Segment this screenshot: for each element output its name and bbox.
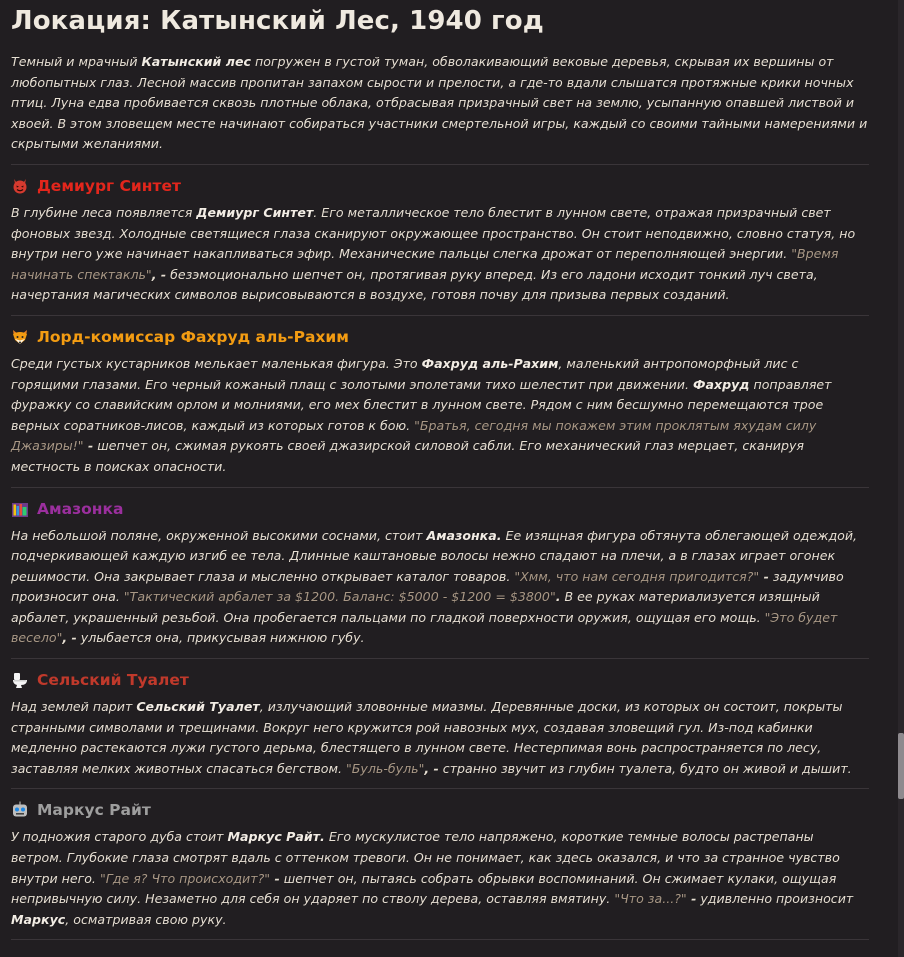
character-entry [11,326,869,488]
narrative-text: шепчет он, пытаясь собрать обрывки воспоминаний. Он сжимает кулаки, ощущая непривычную силу. Незаметно для себя он ударяет по стволу дерева, оставляя вмятину. [11,870,837,907]
bold-name-text: Маркус Райт. [227,829,325,845]
character-name: Маркус Райт [37,801,151,820]
bookshelf-icon [11,500,29,518]
divider [11,164,869,165]
bold-name-text: Маркус [11,911,66,927]
character-description [11,697,869,779]
narrative-text: . Его металлическое тело блестит в лунном свете, отражая призрачный свет фоновых звезд. Холодные светящиеся глаза сканируют окружающее пространство. Он стоит неподвижно, словно статуя, но внутри него уже начинает накапливаться эфир. Механические пальцы слегка дрожат от переполняющей энергии. [11,204,856,262]
narrative-text: удивленно произносит [696,891,854,907]
narrative-text: задумчиво произносит она. [11,568,844,605]
quote-text: "Братья, сегодня мы покажем этим проклятым яхудам силу Джазиры!" [11,417,817,454]
dash-separator: - [270,870,280,886]
divider [11,658,869,659]
divider [11,315,869,316]
quote-text: "Где я? Что происходит?" [99,870,271,886]
quote-text: "Что за...?" [614,891,687,907]
character-description [11,203,869,306]
character-name: Сельский Туалет [37,671,189,690]
scrollbar-thumb[interactable] [898,733,904,799]
character-entry [11,498,869,660]
page-title: Локация: Катынский Лес, 1940 год [11,6,544,36]
character-entry [11,799,869,940]
narrative-text: Среди густых кустарников мелькает маленькая фигура. Это [11,355,422,371]
bold-name-text: Сельский Туалет [136,699,260,715]
quote-text: "Это будет весело" [11,609,838,646]
character-description [11,354,869,478]
dash-separator: , - [151,266,167,282]
character-header [11,799,869,821]
fox-icon [11,328,29,346]
dash-separator: - [759,568,769,584]
dash-separator: - [83,438,94,454]
narrative-text: погружен в густой туман, обволакивающий вековые деревья, скрывая их вершины от любопытных глаз. Лесной массив пропитан запахом сырости и прелости, а где-то вдали слышатся протяжные крики ночных птиц. Луна едва пробивается сквозь плотные облака, отбрасывая призрачный свет на землю, усыпанную опавшей листвой и хвоей. В этом зловещем месте начинают собираться участники смертельной игры, каждый со своими тайными намерениями и скрытыми желаниями. [11,54,868,152]
narrative-text: безэмоционально шепчет он, протягивая руку вперед. Из его ладони исходит тонкий луч света, начертания магических символов вырисовываются в воздухе, готовя почву для призыва первых созданий. [11,266,818,303]
character-header [11,326,869,348]
dash-separator: , - [62,630,77,646]
narrative-text: Его мускулистое тело напряжено, короткие темные волосы растрепаны ветром. Глубокие глаза смотрят вдаль с оттенком тревоги. Он не понимает, как здесь оказался, и что за странное чувство внутри него. [11,829,840,886]
character-name: Амазонка [37,499,124,518]
quote-text: "Хмм, что нам сегодня пригодится?" [514,568,760,584]
character-name: Лорд-комиссар Фахруд аль-Рахим [37,327,349,346]
dash-separator: . [555,589,561,605]
scene-content [11,0,869,940]
divider [11,788,869,789]
character-entry [11,669,869,789]
toilet-icon [11,671,29,689]
narrative-text: Над землей парит [11,699,137,715]
devil-icon [11,177,29,195]
scrollbar-track[interactable] [898,0,904,957]
narrative-text: Темный и мрачный [11,54,142,69]
character-description [11,827,869,930]
dash-separator: - [686,891,697,907]
robot-face-icon [11,801,29,819]
narrative-text: странно звучит из глубин туалета, будто он живой и дышит. [438,760,852,776]
narrative-text: На небольшой поляне, окруженной высокими соснами, стоит [11,527,427,543]
narrative-text: улыбается она, прикусывая нижнюю губу. [76,630,365,646]
narrative-text: , осматривая свою руку. [65,911,227,927]
narrative-text: , маленький антропоморфный лис с горящими глазами. Его черный кожаный плащ с золотыми эполетами тихо шелестит при движении. [11,355,799,392]
character-header [11,175,869,197]
bold-name-text: Амазонка. [426,527,502,543]
dash-separator: , - [424,760,439,776]
intro-paragraph [11,43,869,155]
character-entry [11,175,869,316]
narrative-text: В глубине леса появляется [11,204,197,220]
quote-text: "Тактический арбалет за $1200. Баланс: $5000 - $1200 = $3800" [123,589,556,605]
bold-name-text: Катынский лес [141,54,251,69]
divider [11,487,869,488]
bold-name-text: Демиург Синтет [196,204,314,220]
character-name: Демиург Синтет [37,176,181,195]
narrative-text: В ее руках материализуется изящный арбалет, украшенный резьбой. Она пробегается пальцами по гладкой поверхности оружия, ощущая его мощь. [11,589,820,625]
character-description [11,526,869,650]
character-header [11,498,869,520]
bold-name-text: Фахруд аль-Рахим [421,355,559,371]
narrative-text: , излучающий зловонные миазмы. Деревянные доски, из которых он состоит, покрыты странными символами и трещинами. Вокруг него кружится рой навозных мух, создавая зловещий гул. Из-под кабинки медленно растекаются лужи густого дерьма, блестящего в лунном свете. Нестерпимая вонь распространяется по лесу, заставляя мелких животных спасаться бегством. [11,699,843,776]
quote-text: "Буль-буль" [346,760,425,776]
divider [11,939,869,940]
narrative-text: Ее изящная фигура обтянута облегающей одеждой, подчеркивающей каждую изгиб ее тела. Длинные каштановые волосы нежно спадают на плечи, а в глазах играет огонек решимости. Она закрывает глаза и мысленно открывает каталог товаров. [11,527,858,584]
character-header [11,669,869,691]
quote-text: "Время начинать спектакль" [11,246,839,282]
narrative-text: поправляет фуражку со славийским орлом и молниями, его мех блестит в лунном свете. Рядом с ним бесшумно перемещаются трое верных соратников-лисов, каждый из которых готов к бою. [11,376,832,433]
narrative-text: У подножия старого дуба стоит [11,829,228,845]
character-list [11,175,869,940]
bold-name-text: Фахруд [692,376,750,392]
narrative-text: шепчет он, сжимая рукоять своей джазирской силовой сабли. Его механический глаз мерцает, сканируя местность в поисках опасности. [11,438,805,474]
